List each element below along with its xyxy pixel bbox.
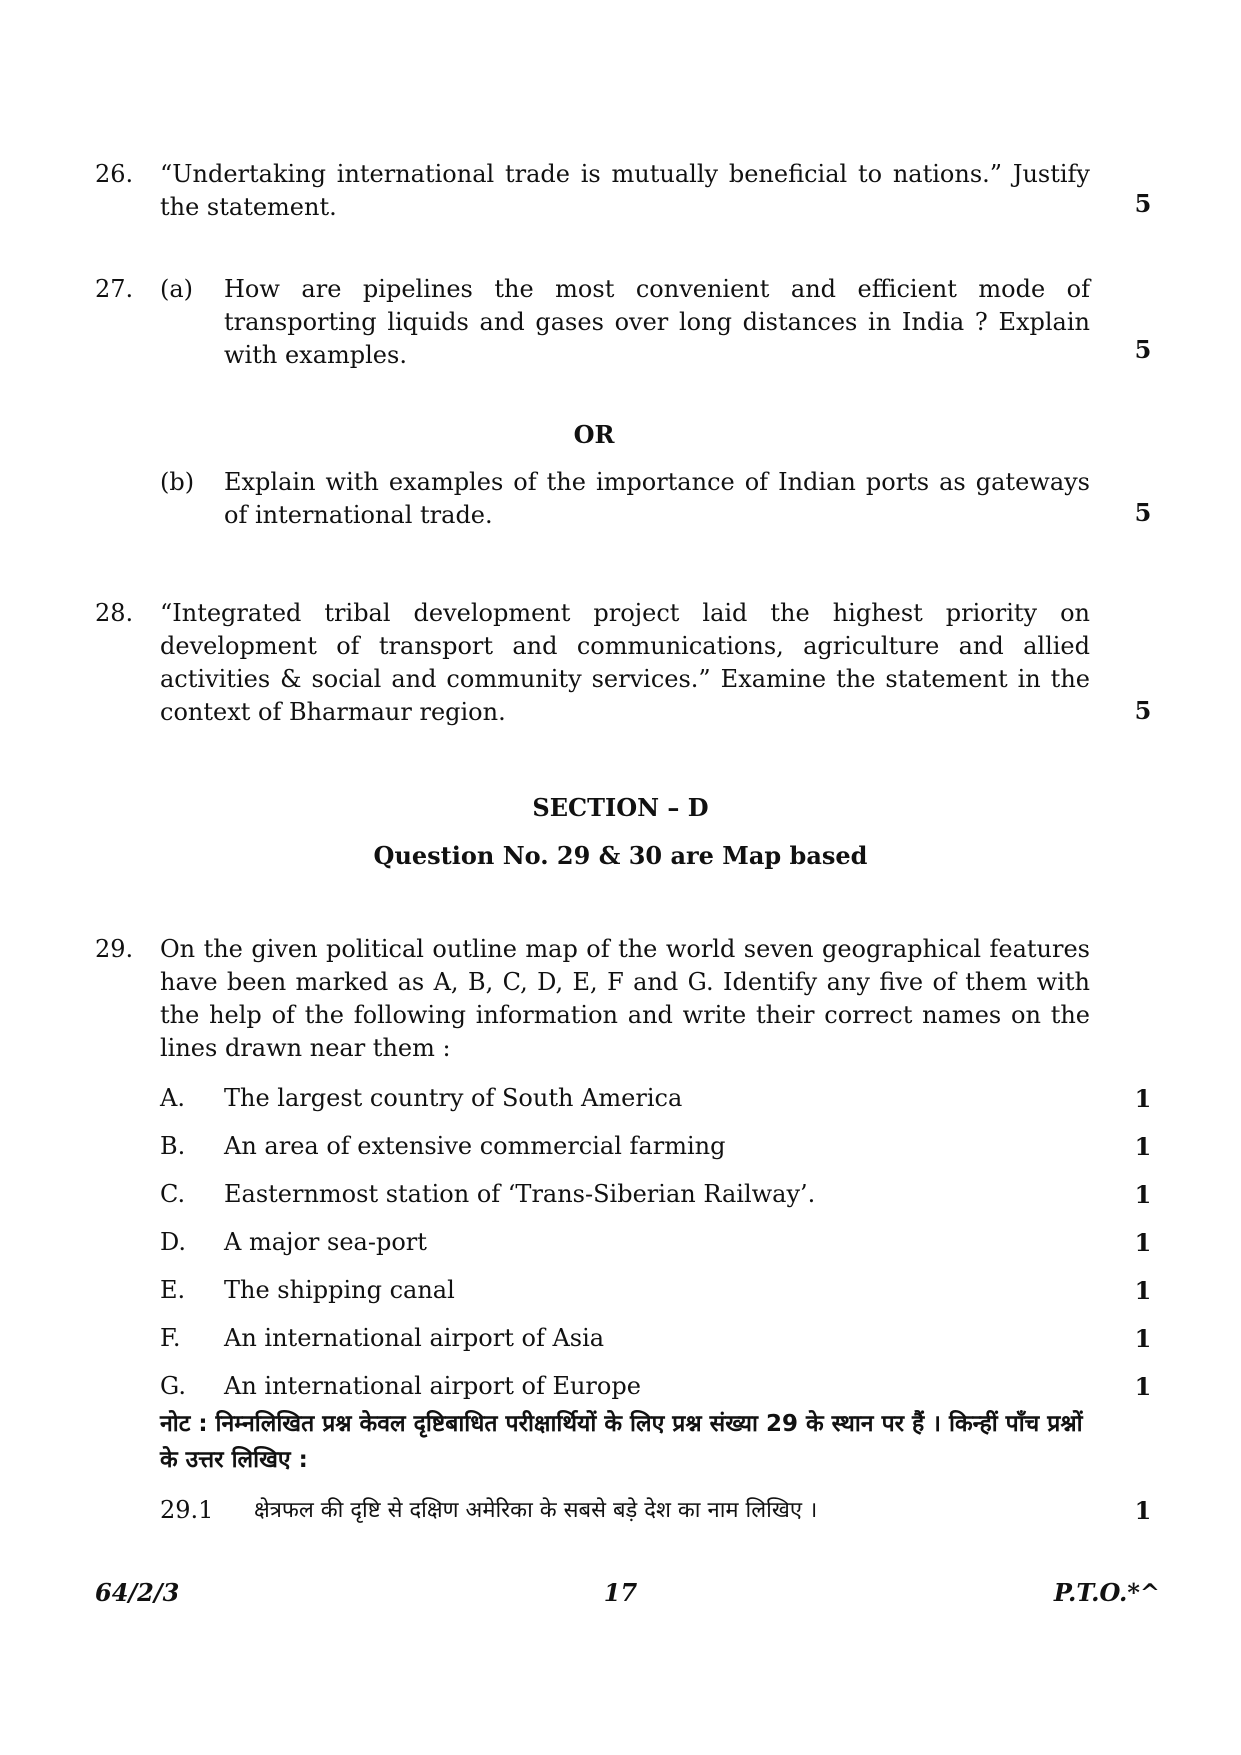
question-number: 26. (95, 160, 134, 188)
sub-label: (b) (160, 468, 195, 496)
hindi-note: नोट : निम्नलिखित प्रश्न केवल दृष्टिबाधित परीक्षार्थियों के लिए प्रश्न संख्या 29 के स्थान पर हैं । किन्हीं पाँच प्रश्नों के उत्तर लिखिए : (160, 1411, 1083, 1473)
option-text: The largest country of South America (224, 1084, 683, 1112)
option-label: B. (160, 1132, 186, 1160)
option-text: A major sea-port (224, 1228, 427, 1256)
marks: 1 (1134, 1132, 1152, 1161)
sub-question-number: 29.1 (160, 1496, 214, 1524)
option-text: Easternmost station of ‘Trans-Siberian Railway’. (224, 1180, 816, 1208)
section-title: SECTION – D (532, 793, 709, 822)
pto-label: P.T.O.*^ (1053, 1578, 1160, 1607)
paper-code: 64/2/3 (95, 1578, 180, 1607)
option-label: C. (160, 1180, 186, 1208)
marks: 5 (1134, 696, 1152, 725)
marks: 1 (1134, 1324, 1152, 1353)
question-number: 28. (95, 599, 134, 627)
option-text: An international airport of Europe (224, 1372, 641, 1400)
marks: 5 (1134, 498, 1152, 527)
marks: 1 (1134, 1084, 1152, 1113)
sub-question-text: क्षेत्रफल की दृष्टि से दक्षिण अमेरिका के सबसे बड़े देश का नाम लिखिए । (254, 1498, 818, 1523)
option-label: G. (160, 1372, 186, 1400)
marks: 1 (1134, 1496, 1152, 1525)
option-label: E. (160, 1276, 186, 1304)
page-number: 17 (603, 1578, 638, 1607)
question-number: 27. (95, 275, 134, 303)
option-text: An area of extensive commercial farming (224, 1132, 726, 1160)
marks: 1 (1134, 1372, 1152, 1401)
question-number: 29. (95, 935, 134, 963)
marks: 1 (1134, 1180, 1152, 1209)
option-text: An international airport of Asia (224, 1324, 605, 1352)
marks: 1 (1134, 1228, 1152, 1257)
question-text: Explain with examples of the importance of Indian ports as gateways of international trade. (224, 468, 1090, 529)
option-text: The shipping canal (224, 1276, 455, 1304)
or-separator: OR (573, 420, 615, 449)
marks: 5 (1134, 189, 1152, 218)
option-label: F. (160, 1324, 181, 1352)
option-label: A. (160, 1084, 185, 1112)
option-label: D. (160, 1228, 187, 1256)
sub-label: (a) (160, 275, 194, 303)
question-text: “Integrated tribal development project laid the highest priority on development of transport and communications, agriculture and allied activities & social and community services.” Examine the statement in the context of Bharmaur region. (160, 599, 1090, 726)
question-text: On the given political outline map of the world seven geographical features have been marked as A, B, C, D, E, F and G. Identify any five of them with the help of the following information and write their correct names on the lines drawn near them : (160, 935, 1090, 1062)
marks: 1 (1134, 1276, 1152, 1305)
marks: 5 (1134, 335, 1152, 364)
section-subtitle: Question No. 29 & 30 are Map based (373, 841, 868, 870)
question-text: How are pipelines the most convenient and efficient mode of transporting liquids and gases over long distances in India ? Explain with examples. (224, 275, 1090, 369)
question-text: “Undertaking international trade is mutually beneficial to nations.” Justify the statement. (160, 160, 1090, 221)
